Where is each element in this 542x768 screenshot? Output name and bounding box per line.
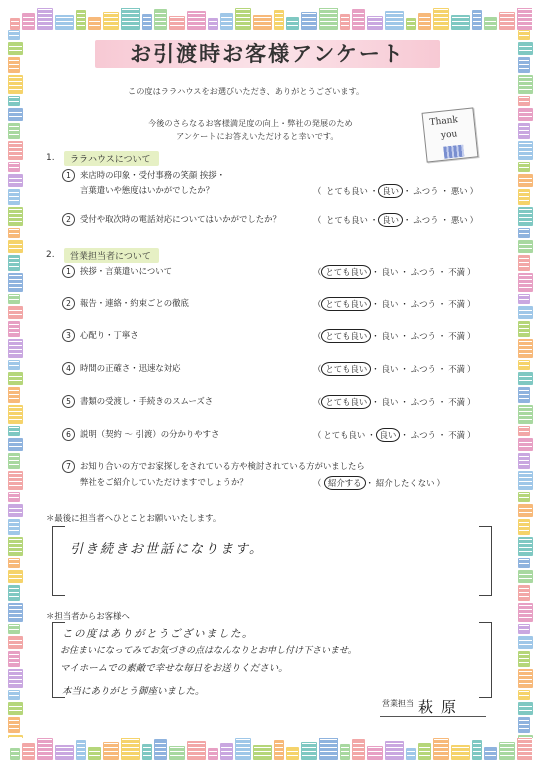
s1-q1-opt-4[interactable]: 悪い [450, 186, 468, 196]
building-icon [367, 746, 383, 760]
building-icon [55, 745, 74, 760]
building-icon [142, 744, 152, 760]
building-icon [8, 690, 20, 700]
building-icon [518, 636, 533, 649]
building-icon [518, 42, 533, 55]
building-icon [208, 748, 218, 760]
s2-q1-number: 1 [62, 265, 75, 278]
s1-q2-number: 2 [62, 213, 75, 226]
building-icon [518, 123, 530, 139]
building-icon [484, 747, 497, 760]
s2-q5-opt-2[interactable]: 良い [381, 397, 399, 407]
s2-q7-number: 7 [62, 460, 75, 473]
s1-q1-opt-2[interactable]: 良い [378, 184, 403, 198]
customer-message-text: 引き続きお世話になります。 [70, 542, 264, 557]
building-icon [8, 453, 20, 469]
s2-question-1 [62, 265, 172, 278]
s2-q4-text: 時間の正確さ・迅速な対応 [80, 363, 181, 373]
s1-q2-opt-1[interactable]: とても良い [326, 215, 368, 225]
building-icon [518, 306, 533, 319]
staff-message-line-2: お住まいになってみてお気づきの点はなんなりとお申し付け下さいませ。 [60, 646, 357, 656]
building-icon [518, 57, 530, 73]
building-icon [169, 16, 185, 30]
building-icon [220, 13, 233, 30]
staff-message-line-1: この度はありがとうございました。 [62, 628, 254, 640]
building-icon [8, 174, 23, 187]
s2-question-3 [62, 329, 139, 342]
building-icon [385, 741, 404, 760]
building-icon [8, 207, 23, 226]
building-icon [154, 9, 167, 30]
building-icon [8, 360, 20, 370]
building-icon [8, 471, 23, 490]
building-icon [8, 228, 20, 238]
s2-q6-opt-4[interactable]: 不満 [448, 430, 465, 440]
signature-line [380, 716, 486, 717]
building-icon [518, 207, 533, 226]
building-icon [8, 702, 23, 715]
s2-q2-opt-4[interactable]: 不満 [448, 299, 465, 309]
building-icon [8, 558, 20, 568]
building-icon [518, 228, 530, 238]
s1-question-2 [62, 213, 281, 226]
building-icon [518, 492, 530, 502]
building-icon [499, 12, 515, 30]
building-icon [518, 585, 530, 601]
building-icon [187, 741, 206, 760]
decorative-border-right [518, 30, 534, 738]
building-icon [319, 738, 338, 760]
s2-q6-opt-2[interactable]: 良い [376, 428, 401, 442]
building-icon [518, 387, 530, 403]
building-icon [10, 748, 20, 760]
s2-q5-opt-1[interactable]: とても良い [321, 395, 371, 409]
intro-line-1: この度はララハウスをお選びいただき、ありがとうございます。 [128, 86, 365, 96]
section-2-number: 2. [46, 250, 55, 260]
building-icon [235, 738, 251, 760]
plant-pot-icon [443, 145, 464, 159]
s2-q4-answer: （ とても良い ・ 良い ・ ふつう ・ 不満 ） [313, 364, 476, 374]
building-icon [472, 10, 482, 30]
building-icon [121, 738, 140, 760]
building-icon [518, 162, 530, 172]
building-icon [352, 9, 365, 30]
building-icon [518, 537, 533, 556]
building-icon [433, 738, 449, 760]
building-icon [518, 651, 530, 667]
s2-q5-opt-4[interactable]: 不満 [448, 397, 465, 407]
building-icon [88, 747, 101, 760]
building-icon [10, 18, 20, 30]
building-icon [8, 30, 20, 40]
building-icon [518, 603, 533, 622]
building-icon [352, 739, 365, 760]
s2-q1-opt-1[interactable]: とても良い [321, 265, 371, 279]
building-icon [340, 744, 350, 760]
intro-line-2: 今後のさらなるお客様満足度の向上・弊社の発展のため [148, 118, 353, 128]
building-icon [8, 141, 23, 160]
building-icon [8, 651, 20, 667]
s2-q4-opt-2[interactable]: 良い [381, 364, 399, 374]
building-icon [286, 17, 299, 30]
building-icon [8, 537, 23, 556]
building-icon [406, 748, 416, 760]
section-1-number: 1. [46, 153, 55, 163]
building-icon [518, 735, 533, 738]
building-icon [8, 372, 23, 385]
building-icon [518, 240, 533, 253]
building-icon [8, 585, 20, 601]
s2-question-6 [62, 428, 219, 441]
building-icon [518, 273, 533, 292]
building-icon [451, 745, 470, 760]
building-icon [518, 189, 530, 205]
building-icon [154, 739, 167, 760]
page-title: お引渡時お客様アンケート [130, 42, 405, 66]
building-icon [518, 96, 530, 106]
building-icon [208, 18, 218, 30]
building-icon [518, 75, 533, 94]
building-icon [518, 30, 530, 40]
building-icon [518, 321, 530, 337]
building-icon [8, 504, 23, 517]
building-icon [8, 57, 20, 73]
customer-message-box[interactable] [52, 526, 492, 596]
s2-q2-opt-1[interactable]: とても良い [321, 297, 371, 311]
s2-q3-opt-3[interactable]: ふつう [410, 331, 436, 341]
building-icon [8, 240, 23, 253]
s2-q5-number: 5 [62, 395, 75, 408]
s2-q6-answer: （ とても良い ・ 良い ・ ふつう ・ 不満 ） [313, 430, 476, 440]
building-icon [301, 742, 317, 760]
building-icon [253, 15, 272, 30]
building-icon [8, 189, 20, 205]
intro-line-3: アンケートにお答えいただけると幸いです。 [176, 131, 339, 141]
building-icon [517, 8, 532, 30]
s2-q3-answer: （ とても良い ・ 良い ・ ふつう ・ 不満 ） [313, 331, 476, 341]
building-icon [499, 742, 515, 760]
s2-q7-answer: （ 紹介する ・ 紹介したくない ） [313, 478, 445, 488]
building-icon [76, 740, 86, 760]
thank-you-line-1: Thank [429, 115, 459, 129]
building-icon [169, 746, 185, 760]
building-icon [367, 16, 383, 30]
building-icon [518, 690, 530, 700]
building-icon [8, 519, 20, 535]
s2-q3-opt-4[interactable]: 不満 [448, 331, 465, 341]
building-icon [22, 743, 35, 760]
building-icon [8, 75, 23, 94]
staff-message-label: ＊担当者からお客様へ [46, 611, 130, 621]
s1-q1-opt-3[interactable]: ふつう [413, 186, 439, 196]
s2-q7-opt-1[interactable]: 紹介する [324, 476, 366, 490]
building-icon [8, 717, 20, 733]
building-icon [518, 519, 530, 535]
building-icon [451, 15, 470, 30]
s2-q5-answer: （ とても良い ・ 良い ・ ふつう ・ 不満 ） [313, 397, 476, 407]
s2-q5-opt-3[interactable]: ふつう [410, 397, 436, 407]
building-icon [274, 10, 284, 30]
building-icon [518, 426, 530, 436]
building-icon [518, 174, 533, 187]
customer-message-label: ＊最後に担当者へひとことお願いいたします。 [46, 513, 222, 523]
thank-you-line-2: you [440, 129, 458, 141]
s2-q6-opt-1[interactable]: とても良い [323, 430, 366, 440]
building-icon [8, 96, 20, 106]
s1-question-1 [62, 169, 225, 182]
section-1-title: ララハウスについて [64, 151, 159, 166]
building-icon [8, 405, 23, 424]
s2-q1-answer: （ とても良い ・ 良い ・ ふつう ・ 不満 ） [313, 267, 476, 277]
s2-q7-text-2: 弊社をご紹介していただけますでしょうか？ [80, 477, 248, 487]
building-icon [8, 162, 20, 172]
building-icon [187, 11, 206, 30]
s1-q2-answer: （ とても良い ・ 良い ・ ふつう ・ 悪い ） [313, 215, 479, 225]
s2-question-5 [62, 395, 213, 408]
building-icon [235, 8, 251, 30]
building-icon [418, 13, 431, 30]
building-icon [8, 123, 20, 139]
building-icon [406, 18, 416, 30]
s2-q1-opt-2[interactable]: 良い [381, 267, 399, 277]
building-icon [121, 8, 140, 30]
decorative-border-bottom [10, 738, 532, 760]
s2-q4-opt-1[interactable]: とても良い [321, 362, 371, 376]
s1-q2-text: 受付や取次時の電話対応についてはいかがでしたか？ [80, 214, 281, 224]
s2-q7-text-1: お知り合いの方でお家探しをされている方や検討されている方がいましたら [80, 461, 365, 471]
building-icon [518, 360, 530, 370]
s2-q6-opt-3[interactable]: ふつう [410, 430, 436, 440]
s2-q7-opt-2[interactable]: 紹介したくない [375, 478, 435, 488]
s2-q3-text: 心配り・丁寧さ [80, 330, 139, 340]
s2-q6-text: 説明（契約 ～ 引渡）の分かりやすさ [80, 429, 220, 439]
s2-q1-opt-3[interactable]: ふつう [410, 267, 436, 277]
s2-question-7 [62, 460, 365, 473]
building-icon [8, 426, 20, 436]
building-icon [385, 11, 404, 30]
building-icon [8, 306, 23, 319]
building-icon [518, 504, 533, 517]
building-icon [253, 745, 272, 760]
building-icon [484, 17, 497, 30]
s2-q6-number: 6 [62, 428, 75, 441]
building-icon [8, 735, 23, 738]
building-icon [37, 8, 53, 30]
building-icon [103, 742, 119, 760]
building-icon [8, 339, 23, 358]
s2-question-4 [62, 362, 181, 375]
building-icon [8, 321, 20, 337]
s1-q2-opt-3[interactable]: ふつう [413, 215, 439, 225]
building-icon [8, 570, 23, 583]
building-icon [8, 42, 23, 55]
building-icon [518, 294, 530, 304]
building-icon [8, 669, 23, 688]
signature-label: 営業担当 [382, 699, 414, 708]
building-icon [518, 471, 533, 490]
building-icon [76, 10, 86, 30]
thank-you-card [422, 107, 479, 162]
s1-q1-number: 1 [62, 169, 75, 182]
building-icon [8, 387, 20, 403]
building-icon [8, 273, 23, 292]
s2-q2-opt-3[interactable]: ふつう [410, 299, 436, 309]
building-icon [418, 743, 431, 760]
s1-q1-text-2: 言葉遣いや態度はいかがでしたか？ [80, 185, 214, 195]
building-icon [8, 492, 20, 502]
building-icon [518, 717, 530, 733]
building-icon [8, 624, 20, 634]
s2-q3-opt-1[interactable]: とても良い [321, 329, 371, 343]
building-icon [301, 12, 317, 30]
building-icon [518, 624, 530, 634]
signature-name: 萩原 [418, 698, 465, 716]
building-icon [518, 558, 530, 568]
building-icon [517, 738, 532, 760]
building-icon [518, 702, 533, 715]
building-icon [55, 15, 74, 30]
building-icon [220, 743, 233, 760]
s2-q2-answer: （ とても良い ・ 良い ・ ふつう ・ 不満 ） [313, 299, 476, 309]
s1-q2-opt-2[interactable]: 良い [378, 213, 403, 227]
s1-q1-text-1: 来店時の印象・受付事務の笑顔 挨拶・ [80, 170, 226, 180]
s2-q2-opt-2[interactable]: 良い [381, 299, 399, 309]
s2-q1-text: 挨拶・言葉遣いについて [80, 266, 172, 276]
building-icon [8, 636, 23, 649]
staff-message-line-4: 本当にありがとう御座いました。 [62, 686, 205, 697]
building-icon [8, 603, 23, 622]
building-icon [518, 438, 533, 451]
building-icon [103, 12, 119, 30]
building-icon [433, 8, 449, 30]
building-icon [8, 255, 20, 271]
building-icon [8, 438, 23, 451]
decorative-border-left [8, 30, 24, 738]
s2-q1-opt-4[interactable]: 不満 [448, 267, 465, 277]
staff-message-line-3: マイホームでの素敵で幸せな毎日をお送りください。 [60, 663, 288, 674]
building-icon [518, 405, 533, 424]
s1-q2-opt-4[interactable]: 悪い [450, 215, 468, 225]
s1-q1-opt-1[interactable]: とても良い [326, 186, 368, 196]
s2-q4-opt-4[interactable]: 不満 [448, 364, 465, 374]
building-icon [88, 17, 101, 30]
building-icon [518, 372, 533, 385]
building-icon [340, 14, 350, 30]
building-icon [8, 294, 20, 304]
s1-q1-answer: （ とても良い ・ 良い ・ ふつう ・ 悪い ） [313, 186, 479, 196]
building-icon [274, 740, 284, 760]
building-icon [22, 13, 35, 30]
decorative-border-top [10, 8, 532, 30]
section-2-title: 営業担当者について [64, 248, 159, 263]
s2-q4-number: 4 [62, 362, 75, 375]
building-icon [518, 570, 533, 583]
building-icon [518, 141, 533, 160]
building-icon [286, 747, 299, 760]
s2-q3-opt-2[interactable]: 良い [381, 331, 399, 341]
building-icon [518, 453, 530, 469]
s2-q2-number: 2 [62, 297, 75, 310]
building-icon [518, 255, 530, 271]
building-icon [37, 738, 53, 760]
building-icon [518, 339, 533, 358]
building-icon [518, 108, 533, 121]
building-icon [319, 8, 338, 30]
building-icon [142, 14, 152, 30]
s2-question-2 [62, 297, 189, 310]
building-icon [8, 108, 23, 121]
building-icon [518, 669, 533, 688]
s2-q4-opt-3[interactable]: ふつう [410, 364, 436, 374]
s2-q5-text: 書類の受渡し・手続きのスムーズさ [80, 396, 214, 406]
building-icon [472, 740, 482, 760]
s2-q2-text: 報告・連絡・約束ごとの徹底 [80, 298, 189, 308]
s2-q3-number: 3 [62, 329, 75, 342]
